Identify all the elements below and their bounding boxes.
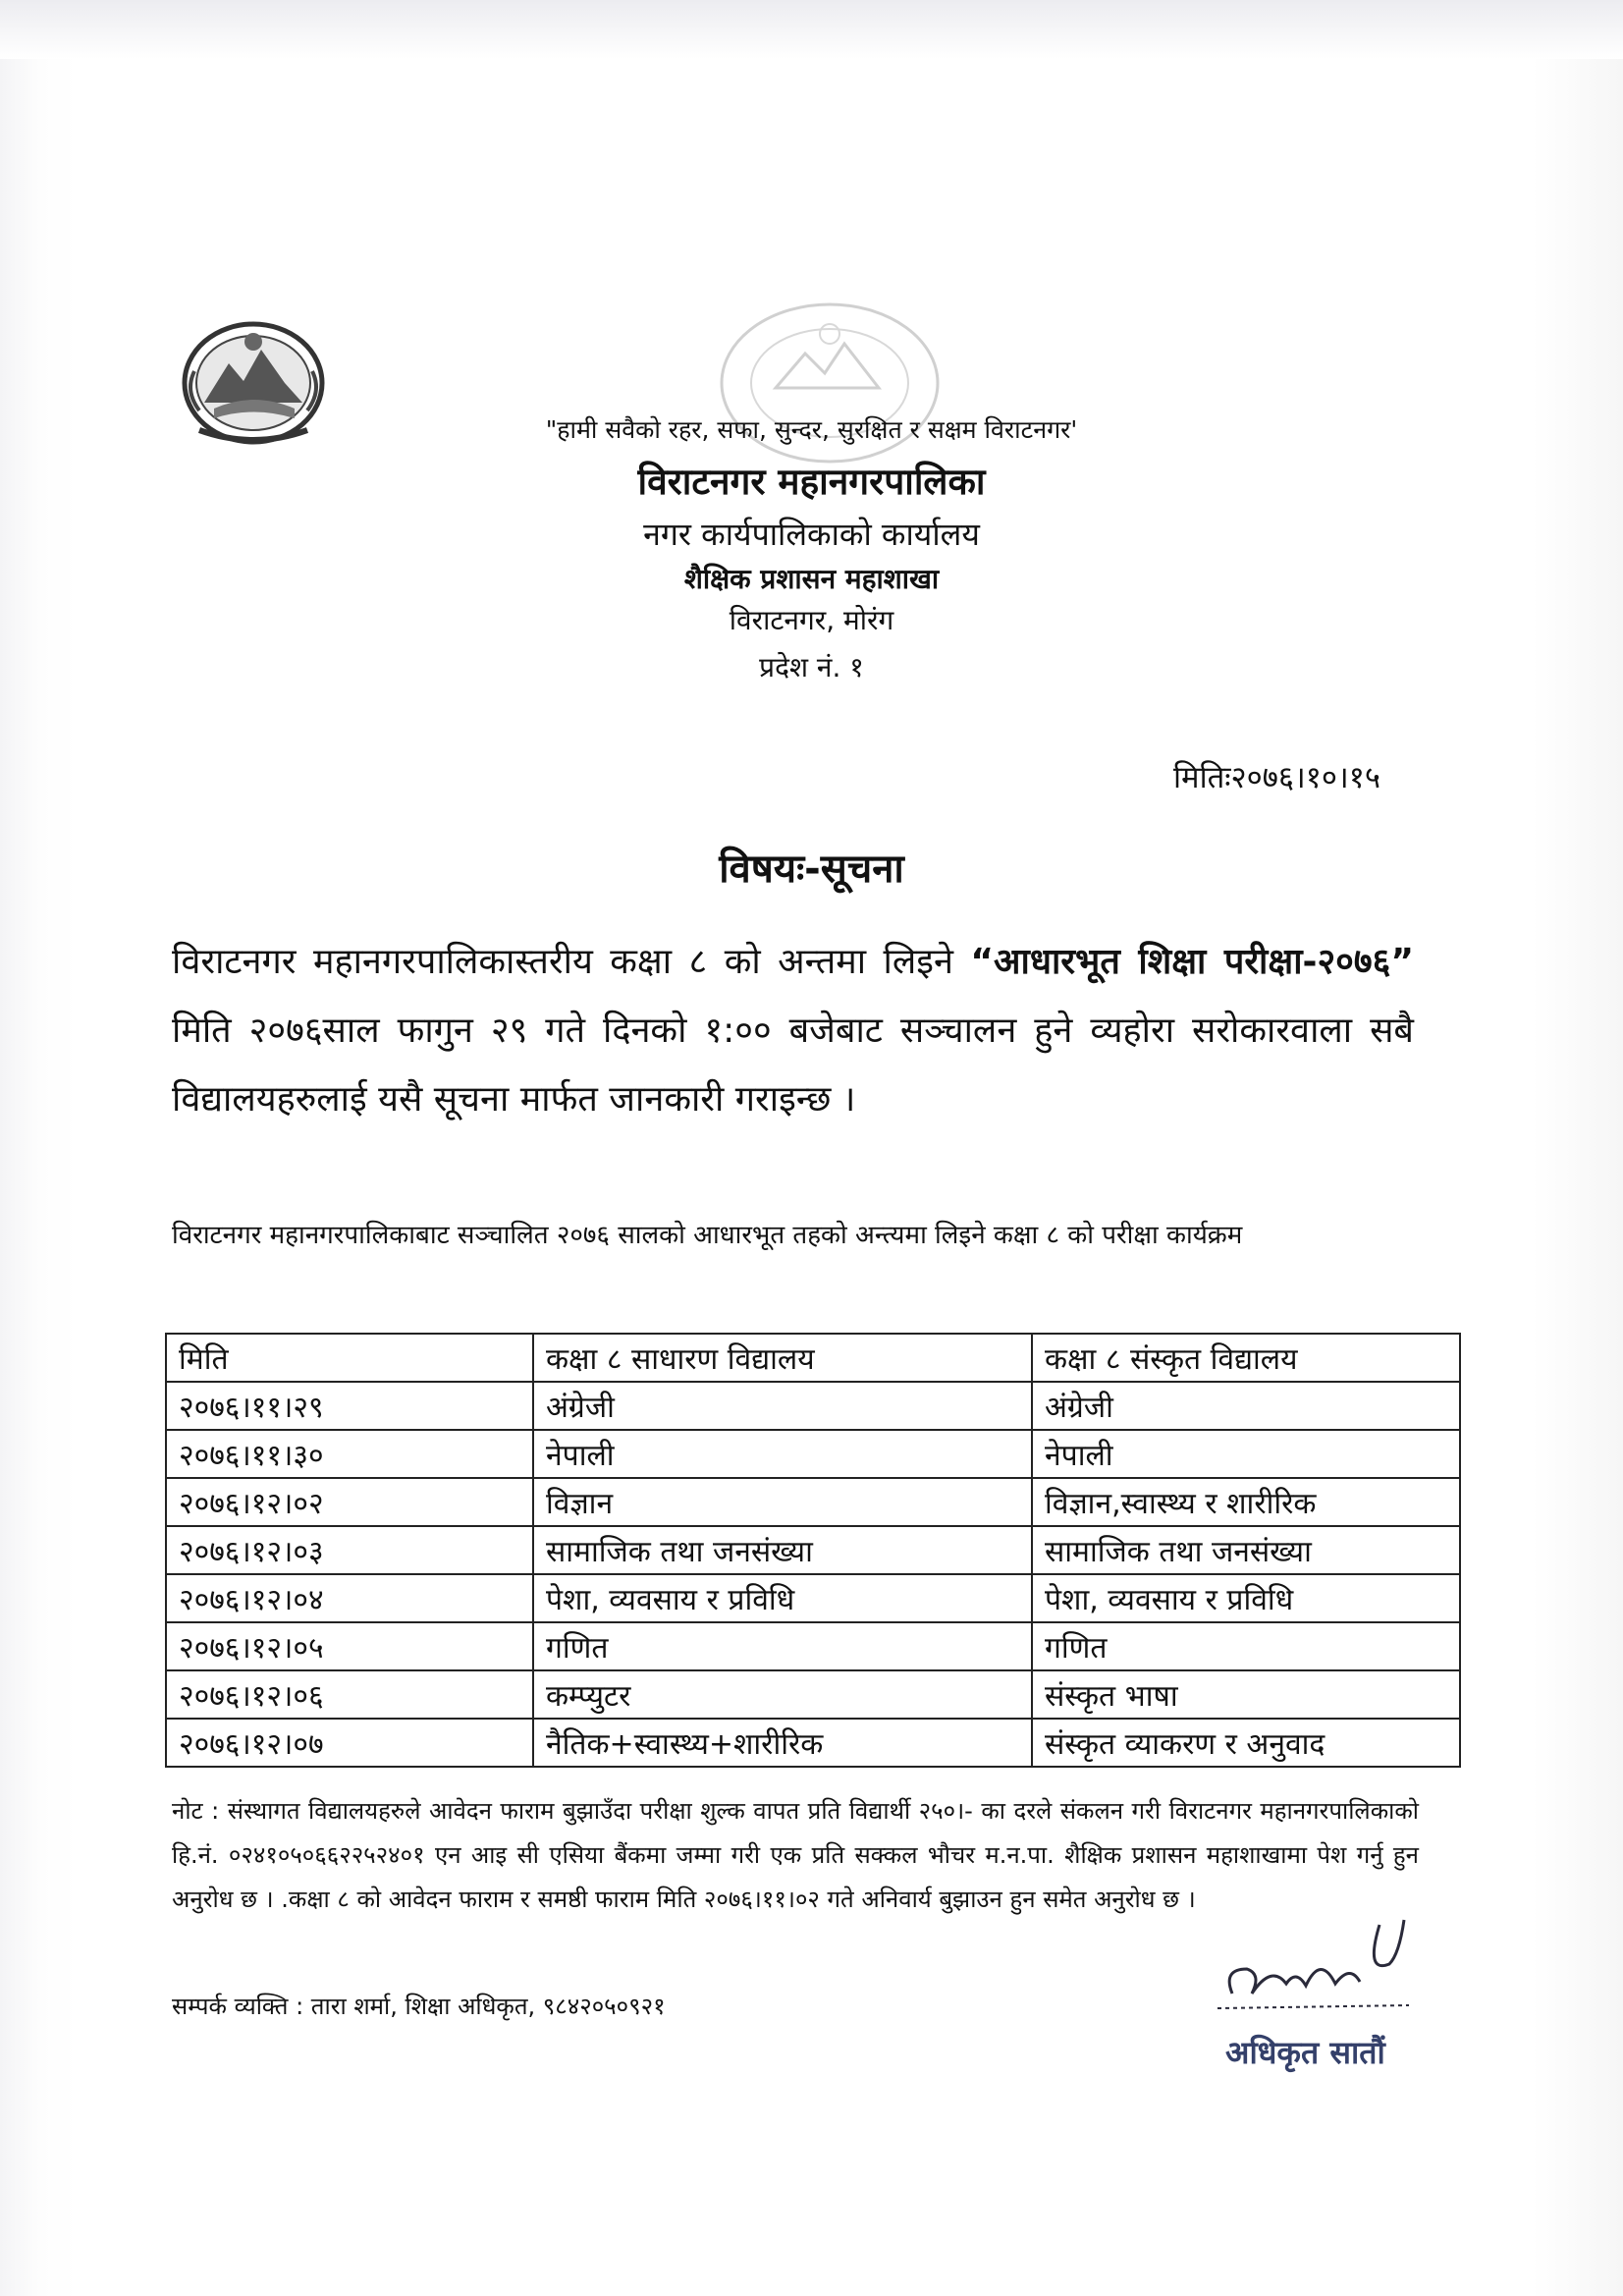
cell-date: २०७६।१२।०४ [166,1574,533,1622]
exam-name: “आधारभूत शिक्षा परीक्षा-२०७६” [970,942,1414,982]
cell-general-subject: कम्प्युटर [533,1670,1032,1719]
exam-schedule-table [165,1333,1461,1768]
cell-sanskrit-subject: अंग्रेजी [1032,1382,1460,1430]
notice-text-2: मिति २०७६साल फागुन २९ गते दिनको १:०० बजेबाट सञ्चालन हुने व्यहोरा सरोकारवाला सबै विद्यालयहरुलाई यसै सूचना मार्फत जानकारी गराइन्छ । [172,1011,1414,1120]
signer-title: अधिकृत सातौं [1225,2034,1385,2071]
cell-date: २०७६।१२।०५ [166,1622,533,1670]
cell-sanskrit-subject: विज्ञान,स्वास्थ्य र शारीरिक [1032,1478,1460,1526]
cell-date: २०७६।१२।०२ [166,1478,533,1526]
city-address: विराटनगर, मोरंग [729,604,894,636]
cell-general-subject: सामाजिक तथा जनसंख्या [533,1526,1032,1574]
table-row [166,1526,1460,1574]
cell-date: २०७६।१२।०७ [166,1719,533,1767]
motto: "हामी सवैको रहर, सफा, सुन्दर, सुरक्षित र सक्षम विराटनगर' [545,415,1078,444]
cell-date: २०७६।११।२९ [166,1382,533,1430]
cell-general-subject: पेशा, व्यवसाय र प्रविधि [533,1574,1032,1622]
scan-edge [0,0,1623,59]
table-row [166,1574,1460,1622]
contact-person: सम्पर्क व्यक्ति : तारा शर्मा, शिक्षा अधिकृत, ९८४२०५०९२१ [172,1993,666,2020]
header-date: मिति [166,1334,533,1382]
header-general-school: कक्षा ८ साधारण विद्यालय [533,1334,1032,1382]
cell-general-subject: गणित [533,1622,1032,1670]
cell-date: २०७६।१२।०६ [166,1670,533,1719]
table-row [166,1622,1460,1670]
cell-general-subject: अंग्रेजी [533,1382,1032,1430]
province: प्रदेश नं. १ [759,651,864,683]
cell-sanskrit-subject: पेशा, व्यवसाय र प्रविधि [1032,1574,1460,1622]
cell-general-subject: विज्ञान [533,1478,1032,1526]
organization-name: विराटनगर महानगरपालिका [637,461,986,503]
cell-sanskrit-subject: संस्कृत व्याकरण र अनुवाद [1032,1719,1460,1767]
table-header-row [166,1334,1460,1382]
handwritten-signature [1203,1915,1448,2023]
footnote: नोट : संस्थागत विद्यालयहरुले आवेदन फाराम बुझाउँदा परीक्षा शुल्क वापत प्रति विद्यार्थी २५०।- का दरले संकलन गरी विराटनगर महानगरपालिकाको हि.नं. ०२४१०५०६६२२५२४०१ एन आइ सी एसिया बैंकमा जम्मा गरी एक प्रति सक्कल भौचर म.न.पा. शैक्षिक प्रशासन महाशाखामा पेश गर्नु हुन अनुरोध छ । .कक्षा ८ को आवेदन फाराम र समष्ठी फाराम मिति २०७६।११।०२ गते अनिवार्य बुझाउन हुन समेत अनुरोध छ । [172,1797,1419,1913]
notice-text-1: विराटनगर महानगरपालिकास्तरीय कक्षा ८ को अन्तमा लिइने [172,942,971,982]
cell-sanskrit-subject: संस्कृत भाषा [1032,1670,1460,1719]
cell-sanskrit-subject: नेपाली [1032,1430,1460,1478]
table-row [166,1719,1460,1767]
cell-sanskrit-subject: गणित [1032,1622,1460,1670]
header-sanskrit-school: कक्षा ८ संस्कृत विद्यालय [1032,1334,1460,1382]
table-row [166,1478,1460,1526]
table-row [166,1382,1460,1430]
table-row [166,1670,1460,1719]
cell-general-subject: नैतिक+स्वास्थ्य+शारीरिक [533,1719,1032,1767]
cell-date: २०७६।११।३० [166,1430,533,1478]
cell-general-subject: नेपाली [533,1430,1032,1478]
division-name: शैक्षिक प्रशासन महाशाखा [683,563,940,595]
notice-body [172,928,1414,1134]
cell-date: २०७६।१२।०३ [166,1526,533,1574]
table-row [166,1430,1460,1478]
cell-sanskrit-subject: सामाजिक तथा जनसंख्या [1032,1526,1460,1574]
document-date: मितिः२०७६।१०।१५ [1173,760,1380,795]
subject-title: विषयः-सूचना [719,847,904,892]
schedule-intro: विराटनगर महानगरपालिकाबाट सञ्चालित २०७६ सालको आधारभूत तहको अन्त्यमा लिइने कक्षा ८ को परीक्षा कार्यक्रम [172,1221,1243,1250]
office-name: नगर कार्यपालिकाको कार्यालय [643,516,980,553]
